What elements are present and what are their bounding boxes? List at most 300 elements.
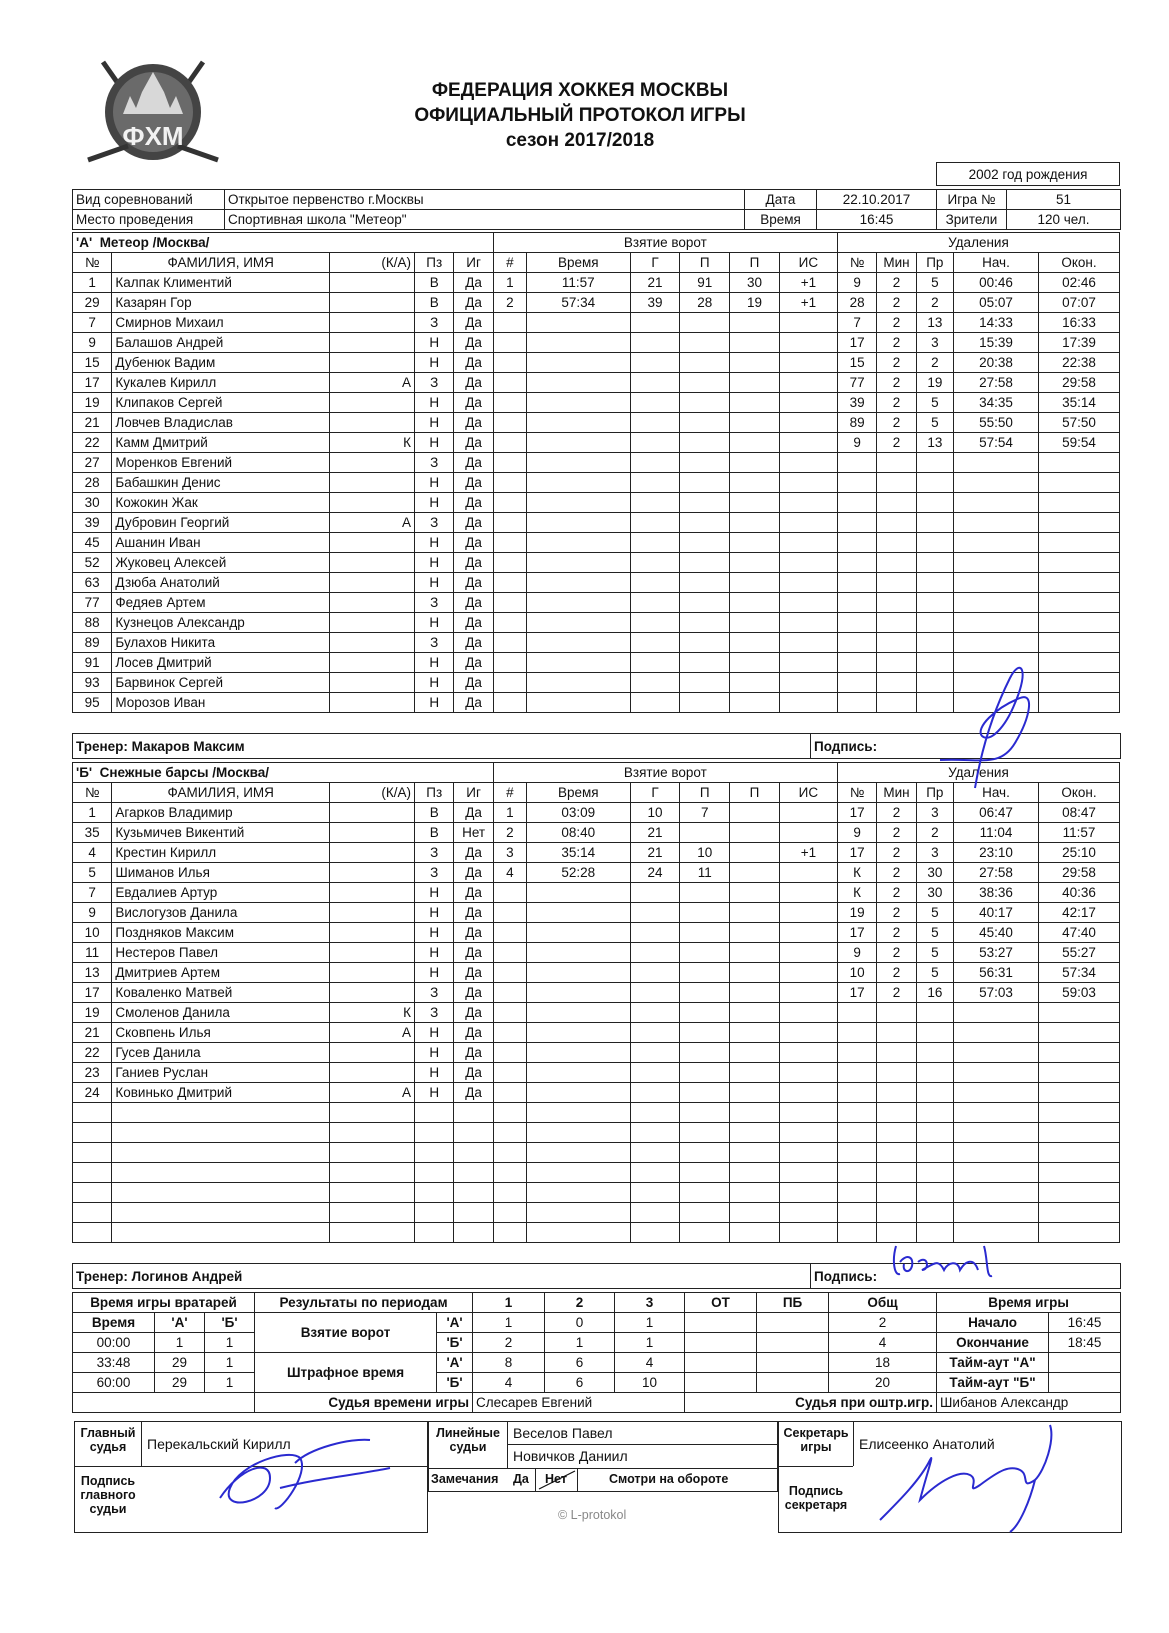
player-played: Да <box>454 313 493 333</box>
penalty-reason: 30 <box>916 863 953 883</box>
goal-index <box>493 573 526 593</box>
goal-assist-1 <box>680 1083 730 1103</box>
goals-b-total: 4 <box>829 1333 937 1353</box>
player-name: Крестин Кирилл <box>112 843 330 863</box>
player-position: Н <box>415 1023 454 1043</box>
player-played: Да <box>454 433 493 453</box>
penalty-player: 17 <box>837 333 876 353</box>
table-row <box>73 1123 1120 1143</box>
player-name: Дубровин Георгий <box>112 513 330 533</box>
goal-index <box>493 533 526 553</box>
goal-time: 57:34 <box>526 293 630 313</box>
player-name: Евдалиев Артур <box>112 883 330 903</box>
player-number: 17 <box>73 373 112 393</box>
goal-assist-2 <box>730 573 780 593</box>
penalty-minutes <box>877 553 916 573</box>
penalty-player <box>837 573 876 593</box>
goal-time <box>526 553 630 573</box>
col-header-p-min: Мин <box>877 253 916 273</box>
penalty-reason <box>916 1143 953 1163</box>
penalty-player: 39 <box>837 393 876 413</box>
player-name: Калпак Климентий <box>112 273 330 293</box>
goal-scorer <box>630 963 680 983</box>
col-header-p-min: Мин <box>877 783 916 803</box>
goal-assist-2 <box>730 1103 780 1123</box>
goal-scorer <box>630 1163 680 1183</box>
penalty-judge-value: Шибанов Александр <box>937 1393 1121 1413</box>
player-name <box>112 1143 330 1163</box>
goal-index <box>493 1003 526 1023</box>
penalty-end <box>1038 473 1119 493</box>
goal-time <box>526 923 630 943</box>
competition-value: Открытое первенство г.Москвы <box>225 190 745 210</box>
goal-index: 3 <box>493 843 526 863</box>
penalty-start <box>953 553 1038 573</box>
player-number: 91 <box>73 653 112 673</box>
penalty-start: 38:36 <box>953 883 1038 903</box>
penalty-end: 22:38 <box>1038 353 1119 373</box>
table-row <box>73 1203 1120 1223</box>
goal-time <box>526 1043 630 1063</box>
player-position <box>415 1163 454 1183</box>
goals-tag-a: 'А' <box>437 1313 473 1333</box>
goal-time <box>526 963 630 983</box>
table-row <box>73 613 1120 633</box>
penalty-minutes <box>877 653 916 673</box>
goal-scorer <box>630 1083 680 1103</box>
goal-time <box>526 613 630 633</box>
goal-index <box>493 1123 526 1143</box>
goal-strength <box>779 633 837 653</box>
goal-assist-2 <box>730 923 780 943</box>
table-row <box>73 553 1120 573</box>
penalty-end <box>1038 1223 1119 1243</box>
penalty-player <box>837 533 876 553</box>
timeout-b-value <box>1049 1373 1121 1393</box>
penalty-end <box>1038 553 1119 573</box>
goal-time <box>526 693 630 713</box>
player-number <box>73 1163 112 1183</box>
penalty-reason <box>916 1083 953 1103</box>
penalty-player: 10 <box>837 963 876 983</box>
penalty-start <box>953 1023 1038 1043</box>
goal-index <box>493 1063 526 1083</box>
goal-strength <box>779 453 837 473</box>
player-role <box>330 1063 415 1083</box>
player-position: Н <box>415 493 454 513</box>
penalty-end <box>1038 1143 1119 1163</box>
penalty-reason <box>916 1163 953 1183</box>
goal-assist-1 <box>680 593 730 613</box>
date-label: Дата <box>745 190 817 210</box>
player-number: 29 <box>73 293 112 313</box>
table-row <box>73 313 1120 333</box>
goal-assist-1 <box>680 983 730 1003</box>
linesman-2: Новичков Даниил <box>513 1448 628 1464</box>
goal-index <box>493 983 526 1003</box>
goals-b-p3: 1 <box>615 1333 685 1353</box>
player-name: Кукалев Кирилл <box>112 373 330 393</box>
penalty-end <box>1038 1123 1119 1143</box>
goal-assist-1 <box>680 513 730 533</box>
penalty-end <box>1038 1063 1119 1083</box>
penalty-minutes <box>877 673 916 693</box>
team-name: Снежные барсы /Москва/ <box>99 765 269 780</box>
penalty-player: 28 <box>837 293 876 313</box>
penalty-reason <box>916 573 953 593</box>
player-played <box>454 1203 493 1223</box>
penalty-reason <box>916 453 953 473</box>
goal-assist-1 <box>680 1103 730 1123</box>
player-position: В <box>415 273 454 293</box>
goal-strength <box>779 903 837 923</box>
goal-scorer <box>630 333 680 353</box>
goal-time <box>526 633 630 653</box>
goal-index <box>493 1223 526 1243</box>
penalty-player <box>837 1123 876 1143</box>
player-played: Да <box>454 493 493 513</box>
penalty-end: 35:14 <box>1038 393 1119 413</box>
player-role <box>330 613 415 633</box>
col-header-played: Иг <box>454 253 493 273</box>
player-played: Да <box>454 803 493 823</box>
penalty-end: 55:27 <box>1038 943 1119 963</box>
penalty-player <box>837 1083 876 1103</box>
penalty-player: 9 <box>837 433 876 453</box>
goal-assist-2 <box>730 433 780 453</box>
player-role <box>330 653 415 673</box>
col-header-g-g: Г <box>630 253 680 273</box>
player-number: 15 <box>73 353 112 373</box>
penalty-minutes <box>877 1183 916 1203</box>
goal-index: 1 <box>493 803 526 823</box>
player-role <box>330 1163 415 1183</box>
player-name: Морозов Иван <box>112 693 330 713</box>
table-row <box>73 983 1120 1003</box>
secretary-sign-label: Подпись секретаря <box>784 1484 848 1512</box>
goal-strength <box>779 553 837 573</box>
goal-index <box>493 593 526 613</box>
goal-index: 1 <box>493 273 526 293</box>
penalty-player <box>837 653 876 673</box>
penalty-player <box>837 673 876 693</box>
player-role <box>330 473 415 493</box>
game-label: Игра № <box>937 190 1007 210</box>
player-played: Да <box>454 513 493 533</box>
goal-assist-1 <box>680 353 730 373</box>
penalty-player <box>837 1203 876 1223</box>
goal-strength <box>779 373 837 393</box>
player-role <box>330 883 415 903</box>
goal-time <box>526 1023 630 1043</box>
player-role <box>330 693 415 713</box>
player-name: Кожокин Жак <box>112 493 330 513</box>
goal-assist-2 <box>730 673 780 693</box>
goal-strength <box>779 493 837 513</box>
goal-assist-1 <box>680 923 730 943</box>
goal-assist-2 <box>730 1083 780 1103</box>
col-header-p-end: Окон. <box>1038 253 1119 273</box>
player-role <box>330 553 415 573</box>
goal-scorer: 24 <box>630 863 680 883</box>
player-played: Да <box>454 293 493 313</box>
goal-index <box>493 553 526 573</box>
goal-time <box>526 353 630 373</box>
goal-assist-2 <box>730 513 780 533</box>
penalty-minutes <box>877 1163 916 1183</box>
goal-assist-2 <box>730 823 780 843</box>
player-number: 22 <box>73 433 112 453</box>
penalty-player <box>837 1023 876 1043</box>
player-position: З <box>415 843 454 863</box>
player-number <box>73 1183 112 1203</box>
goal-assist-1 <box>680 1183 730 1203</box>
penalty-reason: 2 <box>916 293 953 313</box>
gk-a-2: 29 <box>155 1353 205 1373</box>
pim-tag-a: 'А' <box>437 1353 473 1373</box>
goal-assist-2 <box>730 1003 780 1023</box>
table-row <box>73 803 1120 823</box>
player-position: Н <box>415 1043 454 1063</box>
goal-assist-2 <box>730 843 780 863</box>
pim-tag-b: 'Б' <box>437 1373 473 1393</box>
table-row <box>73 573 1120 593</box>
col-header-played: Иг <box>454 783 493 803</box>
goal-scorer <box>630 903 680 923</box>
penalty-reason <box>916 593 953 613</box>
gk-col-a: 'А' <box>155 1313 205 1333</box>
penalty-player <box>837 1063 876 1083</box>
penalty-player: 77 <box>837 373 876 393</box>
remarks-no: Нет <box>545 1472 567 1486</box>
goal-time <box>526 1063 630 1083</box>
penalty-end: 57:50 <box>1038 413 1119 433</box>
player-name <box>112 1123 330 1143</box>
player-played: Да <box>454 1063 493 1083</box>
penalty-end: 40:36 <box>1038 883 1119 903</box>
penalty-player <box>837 613 876 633</box>
penalty-reason: 13 <box>916 433 953 453</box>
penalty-start <box>953 473 1038 493</box>
penalty-minutes <box>877 693 916 713</box>
penalty-reason <box>916 1023 953 1043</box>
goal-scorer: 39 <box>630 293 680 313</box>
player-position: Н <box>415 653 454 673</box>
player-played: Да <box>454 453 493 473</box>
penalty-minutes <box>877 1103 916 1123</box>
player-position: Н <box>415 473 454 493</box>
game-time-label: Время игры <box>937 1293 1121 1313</box>
table-row <box>73 1143 1120 1163</box>
goal-index: 2 <box>493 293 526 313</box>
goals-section-header: Взятие ворот <box>493 233 837 253</box>
player-name: Моренков Евгений <box>112 453 330 473</box>
player-number: 89 <box>73 633 112 653</box>
penalty-end: 29:58 <box>1038 863 1119 883</box>
player-played: Да <box>454 1023 493 1043</box>
goal-time: 11:57 <box>526 273 630 293</box>
goal-index <box>493 1203 526 1223</box>
player-number <box>73 1103 112 1123</box>
player-role <box>330 273 415 293</box>
sign-a-label: Подпись: <box>814 738 878 754</box>
goal-time <box>526 453 630 473</box>
player-position: Н <box>415 923 454 943</box>
penalty-player: 19 <box>837 903 876 923</box>
penalty-minutes: 2 <box>877 903 916 923</box>
goal-strength <box>779 883 837 903</box>
penalty-minutes <box>877 1123 916 1143</box>
goal-assist-2 <box>730 693 780 713</box>
penalty-reason <box>916 513 953 533</box>
penalty-end <box>1038 1083 1119 1103</box>
penalty-end <box>1038 573 1119 593</box>
goal-strength <box>779 1203 837 1223</box>
goal-index <box>493 1163 526 1183</box>
main-ref-signature <box>200 1428 410 1528</box>
player-role: А <box>330 373 415 393</box>
penalty-minutes <box>877 1043 916 1063</box>
goal-scorer <box>630 1183 680 1203</box>
timeout-b-label: Тайм-аут "Б" <box>937 1373 1049 1393</box>
player-number: 21 <box>73 1023 112 1043</box>
goal-time <box>526 393 630 413</box>
goal-assist-2 <box>730 393 780 413</box>
goal-assist-1 <box>680 943 730 963</box>
penalty-reason: 3 <box>916 843 953 863</box>
player-played <box>454 1183 493 1203</box>
col-header-g-time: Время <box>526 783 630 803</box>
goal-scorer: 21 <box>630 273 680 293</box>
player-played: Да <box>454 673 493 693</box>
penalty-reason <box>916 1183 953 1203</box>
penalty-player: 17 <box>837 983 876 1003</box>
linesman-1: Веселов Павел <box>513 1425 613 1441</box>
player-number: 63 <box>73 573 112 593</box>
goal-index <box>493 673 526 693</box>
goal-time <box>526 473 630 493</box>
player-name: Агарков Владимир <box>112 803 330 823</box>
pim-b-p3: 10 <box>615 1373 685 1393</box>
table-row <box>73 353 1120 373</box>
player-position: Н <box>415 433 454 453</box>
penalty-end <box>1038 673 1119 693</box>
gk-col-time: Время <box>73 1313 155 1333</box>
player-number: 21 <box>73 413 112 433</box>
goal-strength <box>779 1223 837 1243</box>
player-position: Н <box>415 533 454 553</box>
player-played: Да <box>454 533 493 553</box>
penalty-start <box>953 593 1038 613</box>
goal-scorer <box>630 573 680 593</box>
player-played: Да <box>454 633 493 653</box>
goal-scorer <box>630 453 680 473</box>
penalty-start <box>953 1163 1038 1183</box>
goal-time <box>526 1223 630 1243</box>
col-header-pos: Пз <box>415 253 454 273</box>
penalty-reason <box>916 493 953 513</box>
player-number: 95 <box>73 693 112 713</box>
penalty-player: 9 <box>837 823 876 843</box>
penalty-player <box>837 1103 876 1123</box>
goal-time <box>526 653 630 673</box>
goal-time <box>526 1163 630 1183</box>
penalty-reason <box>916 1063 953 1083</box>
player-name <box>112 1183 330 1203</box>
player-role <box>330 823 415 843</box>
goal-strength <box>779 823 837 843</box>
goal-assist-2 <box>730 1183 780 1203</box>
penalty-minutes: 2 <box>877 963 916 983</box>
player-number <box>73 1223 112 1243</box>
goal-index <box>493 493 526 513</box>
goal-strength <box>779 923 837 943</box>
pim-a-p2: 6 <box>545 1353 615 1373</box>
penalty-reason: 3 <box>916 803 953 823</box>
goal-assist-2 <box>730 493 780 513</box>
player-number: 77 <box>73 593 112 613</box>
remarks-block <box>428 1468 778 1492</box>
end-label: Окончание <box>937 1333 1049 1353</box>
goal-assist-2 <box>730 473 780 493</box>
pim-b-so <box>757 1373 829 1393</box>
goal-assist-2 <box>730 353 780 373</box>
goals-b-ot <box>685 1333 757 1353</box>
goal-time <box>526 333 630 353</box>
penalty-end: 59:54 <box>1038 433 1119 453</box>
gk-b-1: 1 <box>205 1333 255 1353</box>
col-header-p-num: № <box>837 783 876 803</box>
col-header-g-p1: П <box>680 783 730 803</box>
periods-label: Результаты по периодам <box>255 1293 473 1313</box>
penalty-end <box>1038 1163 1119 1183</box>
birth-year: 2002 год рождения <box>937 163 1120 186</box>
goal-strength <box>779 693 837 713</box>
player-role <box>330 863 415 883</box>
table-row <box>73 903 1120 923</box>
penalty-minutes: 2 <box>877 273 916 293</box>
place-value: Спортивная школа "Метеор" <box>225 210 745 230</box>
goals-a-total: 2 <box>829 1313 937 1333</box>
penalty-end: 02:46 <box>1038 273 1119 293</box>
penalty-minutes: 2 <box>877 353 916 373</box>
penalty-start: 20:38 <box>953 353 1038 373</box>
player-role <box>330 393 415 413</box>
penalty-end <box>1038 653 1119 673</box>
penalty-start: 56:31 <box>953 963 1038 983</box>
player-name <box>112 1203 330 1223</box>
goal-time: 08:40 <box>526 823 630 843</box>
gk-time-label: Время игры вратарей <box>73 1293 255 1313</box>
player-number: 1 <box>73 273 112 293</box>
timeout-a-value <box>1049 1353 1121 1373</box>
player-played: Да <box>454 353 493 373</box>
player-position: З <box>415 453 454 473</box>
coach-b-signature <box>888 1240 1028 1282</box>
penalty-end <box>1038 613 1119 633</box>
goal-scorer <box>630 613 680 633</box>
penalty-minutes: 2 <box>877 333 916 353</box>
player-number: 5 <box>73 863 112 883</box>
pim-b-total: 20 <box>829 1373 937 1393</box>
penalty-reason: 5 <box>916 923 953 943</box>
table-row <box>73 1183 1120 1203</box>
coach-a-signature <box>920 648 1050 798</box>
player-played: Да <box>454 473 493 493</box>
penalty-reason <box>916 553 953 573</box>
goal-assist-1 <box>680 613 730 633</box>
penalty-minutes: 2 <box>877 293 916 313</box>
